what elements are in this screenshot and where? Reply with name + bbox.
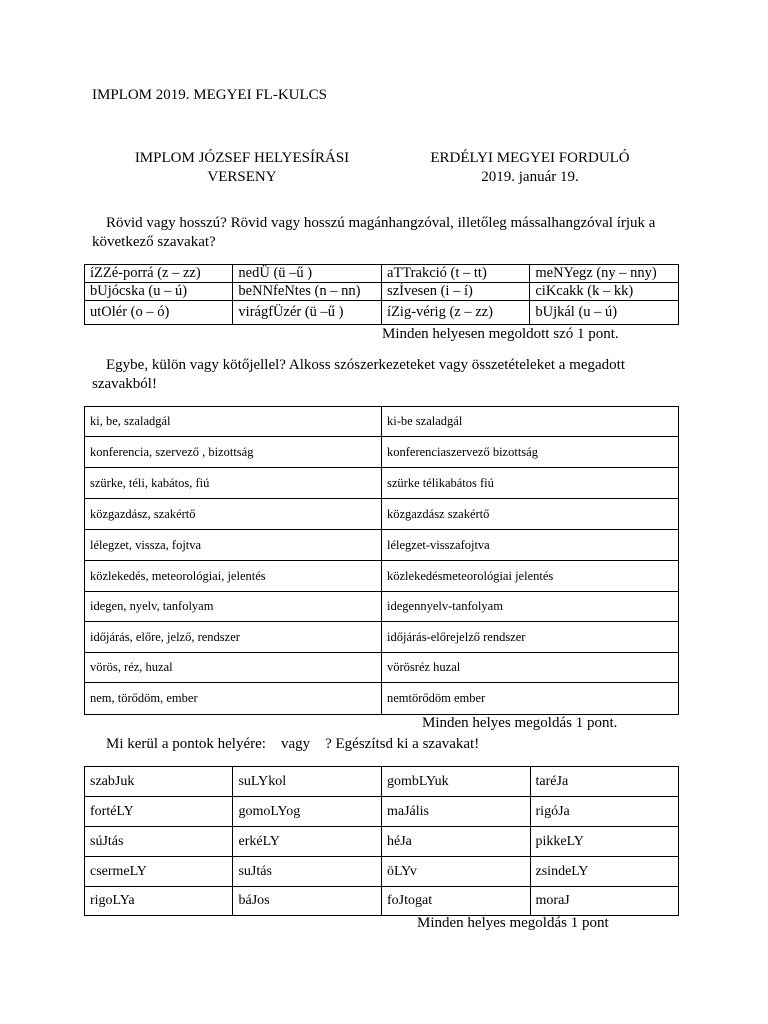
table-row — [85, 468, 679, 499]
table-row — [85, 301, 679, 325]
section1-scoring-note: Minden helyesen megoldott szó 1 pont. — [382, 326, 619, 342]
table-cell: suLYkol — [233, 767, 382, 797]
round-date: 2019. január 19. — [481, 169, 579, 185]
table-cell: nedÜ (ü –ű ) — [233, 265, 382, 283]
table-row — [85, 499, 679, 530]
table-row — [85, 561, 679, 592]
table-cell: gomoLYog — [233, 797, 382, 827]
table-cell: báJos — [233, 887, 382, 916]
table-cell: szabJuk — [85, 767, 233, 797]
section1-table — [84, 264, 679, 325]
section3-scoring-note: Minden helyes megoldás 1 pont — [417, 915, 609, 931]
table-cell: közlekedésmeteorológiai jelentés — [382, 561, 679, 592]
section3-intro: Mi kerül a pontok helyére: vagy ? Egészítsd ki a szavakat! — [106, 736, 480, 752]
table-row — [85, 265, 679, 283]
table-cell: moraJ — [530, 887, 678, 916]
table-cell: ciKcakk (k – kk) — [530, 283, 679, 301]
table-cell: maJális — [382, 797, 531, 827]
table-cell: ki-be szaladgál — [382, 407, 679, 437]
table-cell: bUjkál (u – ú) — [530, 301, 679, 325]
table-row — [85, 283, 679, 301]
round-info — [380, 149, 680, 187]
table-cell: íZZé-porrá (z – zz) — [85, 265, 233, 283]
table-cell: súJtás — [85, 827, 233, 857]
table-cell: közgazdász, szakértő — [85, 499, 382, 530]
table-row — [85, 530, 679, 561]
table-row — [85, 857, 679, 887]
competition-title — [92, 149, 392, 187]
table-cell: suJtás — [233, 857, 382, 887]
table-cell: erkéLY — [233, 827, 382, 857]
table-cell: bUjócska (u – ú) — [85, 283, 233, 301]
table-cell: idegen, nyelv, tanfolyam — [85, 592, 382, 622]
section2-table — [84, 406, 679, 715]
table-cell: taréJa — [530, 767, 678, 797]
section1-intro — [92, 214, 692, 252]
table-cell: lélegzet-visszafojtva — [382, 530, 679, 561]
table-cell: konferencia, szervező , bizottság — [85, 437, 382, 468]
table-cell: zsindeLY — [530, 857, 678, 887]
table-cell: foJtogat — [382, 887, 531, 916]
table-cell: utOlér (o – ó) — [85, 301, 233, 325]
table-cell: gombLYuk — [382, 767, 531, 797]
table-row — [85, 767, 679, 797]
table-cell: meNYegz (ny – nny) — [530, 265, 679, 283]
table-cell: vörös, réz, huzal — [85, 653, 382, 683]
table-cell: idegennyelv-tanfolyam — [382, 592, 679, 622]
table-cell: szürke, téli, kabátos, fiú — [85, 468, 382, 499]
section2-intro-line-2: szavakból! — [92, 376, 157, 392]
table-cell: közgazdász szakértő — [382, 499, 679, 530]
table-cell: pikkeLY — [530, 827, 678, 857]
section2-intro — [92, 356, 692, 394]
table-cell: nemtörődöm ember — [382, 683, 679, 715]
table-row — [85, 797, 679, 827]
competition-title-line-2: VERSENY — [207, 169, 277, 185]
table-cell: ki, be, szaladgál — [85, 407, 382, 437]
table-cell: beNNfeNtes (n – nn) — [233, 283, 382, 301]
section3-table — [84, 766, 679, 916]
section2-intro-line-1: Egybe, külön vagy kötőjellel? Alkoss szószerkezeteket vagy összetételeket a megadott — [106, 357, 625, 373]
table-row — [85, 683, 679, 715]
table-cell: öLYv — [382, 857, 531, 887]
section1-intro-line-2: következő szavakat? — [92, 234, 216, 250]
table-cell: rigoLYa — [85, 887, 233, 916]
table-row — [85, 887, 679, 916]
table-row — [85, 827, 679, 857]
table-cell: nem, törődöm, ember — [85, 683, 382, 715]
table-row — [85, 653, 679, 683]
table-row — [85, 437, 679, 468]
table-cell: virágfÜzér (ü –ű ) — [233, 301, 382, 325]
table-cell: szÍvesen (i – í) — [382, 283, 530, 301]
document-header: IMPLOM 2019. MEGYEI FL-KULCS — [92, 87, 328, 103]
table-cell: lélegzet, vissza, fojtva — [85, 530, 382, 561]
table-cell: időjárás-előrejelző rendszer — [382, 622, 679, 653]
table-row — [85, 592, 679, 622]
table-cell: vörösréz huzal — [382, 653, 679, 683]
table-cell: aTTrakció (t – tt) — [382, 265, 530, 283]
section2-scoring-note: Minden helyes megoldás 1 pont. — [422, 715, 618, 731]
table-row — [85, 622, 679, 653]
table-cell: konferenciaszervező bizottság — [382, 437, 679, 468]
table-cell: rigóJa — [530, 797, 678, 827]
table-cell: fortéLY — [85, 797, 233, 827]
table-cell: közlekedés, meteorológiai, jelentés — [85, 561, 382, 592]
competition-title-line-1: IMPLOM JÓZSEF HELYESÍRÁSI — [134, 150, 350, 166]
table-cell: csermeLY — [85, 857, 233, 887]
table-cell: íZig-vérig (z – zz) — [382, 301, 530, 325]
round-name: ERDÉLYI MEGYEI FORDULÓ — [430, 150, 630, 166]
section1-intro-line-1: Rövid vagy hosszú? Rövid vagy hosszú magánhangzóval, illetőleg mássalhangzóval írjuk a — [106, 215, 656, 231]
table-cell: héJa — [382, 827, 531, 857]
table-cell: időjárás, előre, jelző, rendszer — [85, 622, 382, 653]
table-cell: szürke télikabátos fiú — [382, 468, 679, 499]
table-row — [85, 407, 679, 437]
